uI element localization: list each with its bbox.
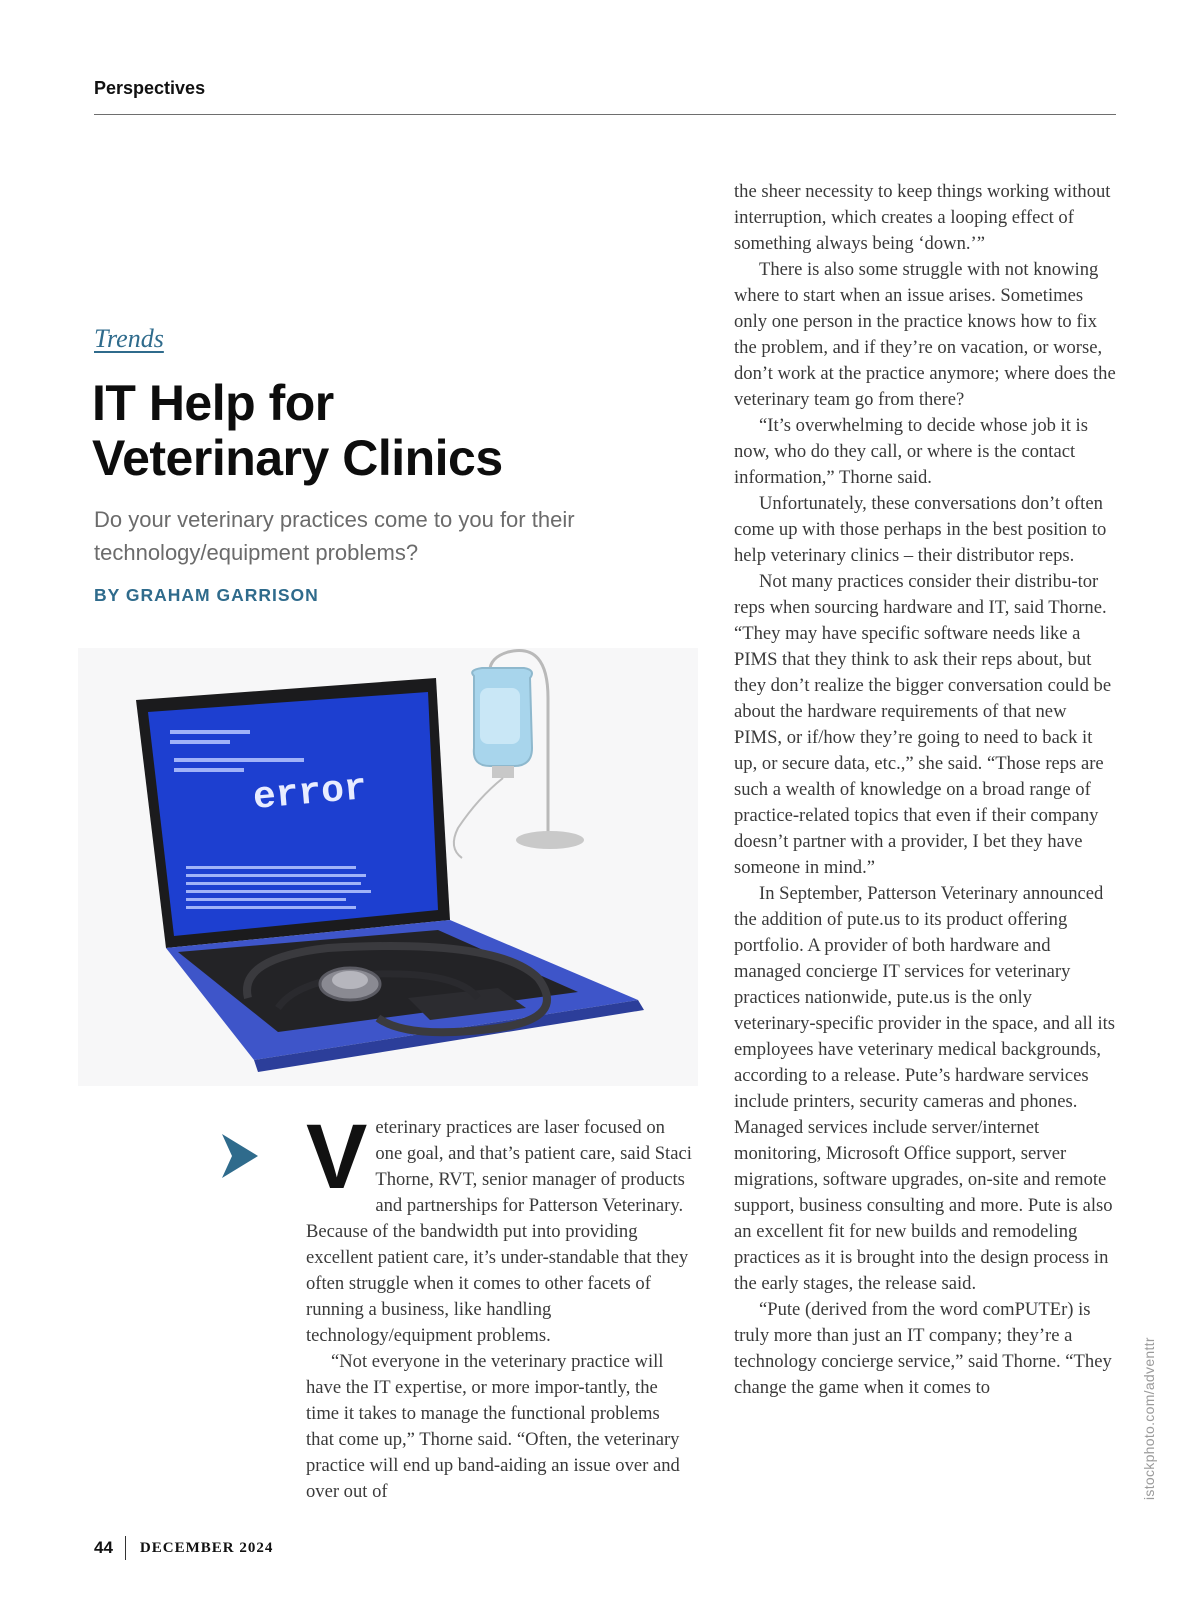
- page-number: 44: [94, 1538, 113, 1557]
- body-paragraph: “Pute (derived from the word comPUTEr) is truly more than just an IT company; they’re a technology concierge service,” said Thorne. “They change the game when it comes to: [734, 1299, 1112, 1398]
- article-byline: BY GRAHAM GARRISON: [94, 585, 319, 605]
- article-headline: [92, 376, 672, 486]
- header-divider: [94, 114, 1116, 115]
- hero-image: [78, 648, 698, 1086]
- body-paragraph: There is also some struggle with not knowing where to start when an issue arises. Sometimes only one person in the practice knows how to fix the problem, and if they’re on vacation, or worse, don’t work at the practice anymore; where does the veterinary team go from there?: [734, 259, 1116, 410]
- article-kicker[interactable]: Trends: [94, 324, 164, 353]
- body-column-right: [734, 179, 1118, 1401]
- body-paragraph: “It’s overwhelming to decide whose job it is now, who do they call, or where is the contact information,” Thorne said.: [734, 415, 1088, 488]
- body-paragraph-text: eterinary practices are laser focused on one goal, and that’s patient care, said Staci Thorne, RVT, senior manager of products and partnerships for Patterson Veterinary. Because of the bandwidth put into providing excellent patient care, it’s under-standable that they often struggle when it comes to other facets of running a business, like handling technology/equipment problems.: [306, 1117, 692, 1346]
- body-paragraph: the sheer necessity to keep things working without interruption, which creates a looping effect of something always being ‘down.’”: [734, 181, 1111, 254]
- body-paragraph: “Not everyone in the veterinary practice will have the IT expertise, or more impor-tantly, the time it takes to manage the functional problems that come up,” Thorne said. “Often, the veterinary practice will end up band-aiding an issue over and over out of: [306, 1351, 680, 1502]
- body-paragraph: Not many practices consider their distribu-tor reps when sourcing hardware and IT, said Thorne. “They may have specific software needs like a PIMS that they think to ask their reps about, but they don’t realize the bigger conversation could be about the hardware requirements of that new PIMS, or if/how they’re going to need to back it up, or secure data, etc.,” she said. “Those reps are such a wealth of knowledge on a broad range of practice-related topics that even if their company doesn’t partner with a provider, I bet they have someone in mind.”: [734, 571, 1112, 878]
- play-arrow-icon: [220, 1132, 260, 1180]
- headline-line-2: Veterinary Clinics: [92, 430, 503, 486]
- page-footer: [94, 1535, 273, 1561]
- body-column-left: [306, 1106, 692, 1505]
- photo-credit: istockphoto.com/adventtr: [1141, 1337, 1157, 1500]
- headline-line-1: IT Help for: [92, 375, 334, 431]
- issue-date: DECEMBER 2024: [139, 1539, 274, 1556]
- section-label: Perspectives: [94, 78, 206, 98]
- body-paragraph: Unfortunately, these conversations don’t often come up with those perhaps in the best position to help veterinary clinics – their distributor reps.: [734, 493, 1107, 566]
- footer-divider: [125, 1536, 126, 1560]
- screen-error-text: error: [251, 767, 369, 820]
- drop-cap: V: [306, 1106, 368, 1208]
- body-paragraph: In September, Patterson Veterinary announced the addition of pute.us to its product offering portfolio. A provider of both hardware and managed concierge IT services for veterinary practices nationwide, pute.us is the only veterinary-specific provider in the space, and all its employees have veterinary medical backgrounds, according to a release. Pute’s hardware services include printers, security cameras and phones. Managed services include server/internet monitoring, Microsoft Office support, server migrations, software upgrades, on-site and remote support, business consulting and more. Pute is also an excellent fit for new builds and remodeling practices as it is brought into the design process in the early stages, the release said.: [734, 883, 1116, 1294]
- article-dek: Do your veterinary practices come to you for their technology/equipment problems?: [94, 507, 575, 565]
- body-paragraph: [306, 1106, 692, 1349]
